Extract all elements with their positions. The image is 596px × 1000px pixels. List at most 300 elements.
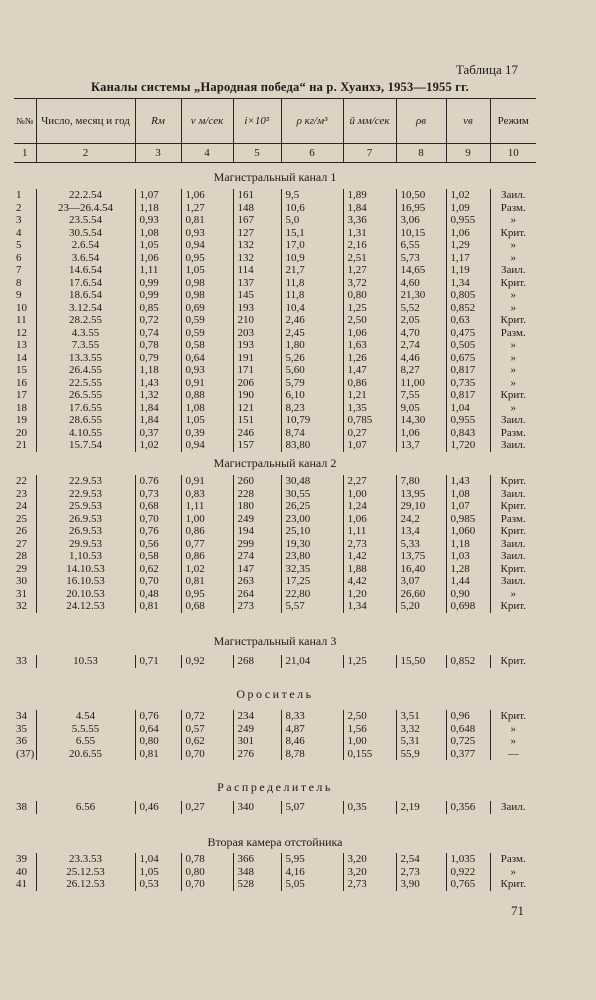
regime-cell: Заил. <box>490 801 536 814</box>
table-cell: 20.10.53 <box>36 588 135 601</box>
table-cell: 0,72 <box>181 710 233 723</box>
table-cell: 366 <box>233 853 281 866</box>
table-cell: 5,31 <box>396 735 446 748</box>
table-cell: 25.12.53 <box>36 866 135 879</box>
table-cell: 15.7.54 <box>36 439 135 452</box>
table-cell: 1,84 <box>343 202 396 215</box>
table-cell: 26,60 <box>396 588 446 601</box>
table-cell: 1,00 <box>343 735 396 748</box>
table-cell: 0,46 <box>135 801 181 814</box>
table-cell: 21,04 <box>281 655 343 668</box>
table-cell: 23—26.4.54 <box>36 202 135 215</box>
table-cell: 0,80 <box>181 866 233 879</box>
table-cell: 10,50 <box>396 189 446 202</box>
regime-cell: Крит. <box>490 389 536 402</box>
table-cell: 1,24 <box>343 500 396 513</box>
table-row <box>14 302 536 315</box>
table-cell: 0.76 <box>135 475 181 488</box>
table-cell: 1,06 <box>446 227 490 240</box>
table-cell: 157 <box>233 439 281 452</box>
table-cell: 0,95 <box>181 588 233 601</box>
table-cell: 5,07 <box>281 801 343 814</box>
col-vv-header: vв <box>446 99 490 144</box>
table-cell: 0,88 <box>181 389 233 402</box>
table-row <box>14 239 536 252</box>
table-cell: 0,96 <box>446 710 490 723</box>
table-cell: 23.5.54 <box>36 214 135 227</box>
regime-cell: » <box>490 214 536 227</box>
table-row <box>14 427 536 440</box>
table-cell: 26.5.55 <box>36 389 135 402</box>
table-cell: 29,10 <box>396 500 446 513</box>
table-cell: 190 <box>233 389 281 402</box>
table-cell: 2,73 <box>343 878 396 891</box>
table-cell: 3,20 <box>343 853 396 866</box>
table-cell: 1,19 <box>446 264 490 277</box>
col-number: 6 <box>281 144 343 163</box>
table-cell: 8,23 <box>281 402 343 415</box>
table-cell: 0,69 <box>181 302 233 315</box>
regime-cell: Заил. <box>490 575 536 588</box>
table-cell: 17.6.54 <box>36 277 135 290</box>
row-number: 3 <box>16 214 22 226</box>
table-cell: 4,46 <box>396 352 446 365</box>
regime-cell: Заил. <box>490 488 536 501</box>
table-cell: 0,68 <box>135 500 181 513</box>
row-number: 17 <box>16 389 27 401</box>
table-cell: 0,68 <box>181 600 233 613</box>
table-cell: 0,356 <box>446 801 490 814</box>
table-cell: 1,34 <box>343 600 396 613</box>
table-cell: 0,35 <box>343 801 396 814</box>
regime-cell: Крит. <box>490 878 536 891</box>
table-cell: 4,70 <box>396 327 446 340</box>
table-cell: 180 <box>233 500 281 513</box>
regime-cell: » <box>490 289 536 302</box>
table-row <box>14 339 536 352</box>
table-row <box>14 214 536 227</box>
table-cell: 26,25 <box>281 500 343 513</box>
table-cell: 2,19 <box>396 801 446 814</box>
table-cell: 1,20 <box>343 588 396 601</box>
table-cell: 1,06 <box>396 427 446 440</box>
regime-cell: Разм. <box>490 853 536 866</box>
section-table <box>14 475 536 613</box>
table-row <box>14 575 536 588</box>
table-cell: 21,7 <box>281 264 343 277</box>
table-cell: 301 <box>233 735 281 748</box>
row-number: 38 <box>16 801 27 813</box>
table-cell: 0,70 <box>181 878 233 891</box>
row-number: 41 <box>16 878 27 890</box>
table-cell: 3,36 <box>343 214 396 227</box>
table-row <box>14 352 536 365</box>
regime-cell: Крит. <box>490 655 536 668</box>
table-cell: 137 <box>233 277 281 290</box>
regime-cell: » <box>490 352 536 365</box>
table-cell: 6,55 <box>396 239 446 252</box>
table-cell: 5,95 <box>281 853 343 866</box>
table-cell: 1,18 <box>135 364 181 377</box>
regime-cell: » <box>490 588 536 601</box>
table-cell: 0,72 <box>135 314 181 327</box>
regime-cell: » <box>490 723 536 736</box>
table-cell: 1,31 <box>343 227 396 240</box>
regime-cell: Разм. <box>490 327 536 340</box>
table-cell: 1,80 <box>281 339 343 352</box>
table-cell: 6,10 <box>281 389 343 402</box>
regime-cell: Заил. <box>490 538 536 551</box>
table-row <box>14 563 536 576</box>
table-cell: 193 <box>233 339 281 352</box>
table-cell: 1,27 <box>181 202 233 215</box>
col-number: 3 <box>135 144 181 163</box>
col-rhov-header: ρв <box>396 99 446 144</box>
table-row <box>14 500 536 513</box>
table-row <box>14 600 536 613</box>
table-cell: 228 <box>233 488 281 501</box>
col-v-header: v м/сек <box>181 99 233 144</box>
table-cell: 151 <box>233 414 281 427</box>
regime-cell: » <box>490 252 536 265</box>
table-cell: 16.10.53 <box>36 575 135 588</box>
table-cell: 0,62 <box>181 735 233 748</box>
table-cell: 6.55 <box>36 735 135 748</box>
col-number: 7 <box>343 144 396 163</box>
table-cell: 0,735 <box>446 377 490 390</box>
regime-cell: » <box>490 364 536 377</box>
table-cell: 260 <box>233 475 281 488</box>
table-cell: 25.9.53 <box>36 500 135 513</box>
table-cell: 30.5.54 <box>36 227 135 240</box>
table-cell: 2,27 <box>343 475 396 488</box>
page-number: 71 <box>511 903 524 918</box>
section-table <box>14 655 536 668</box>
table-cell: 1,02 <box>135 439 181 452</box>
regime-cell: Крит. <box>490 227 536 240</box>
table-cell: 161 <box>233 189 281 202</box>
table-cell: 1,06 <box>343 327 396 340</box>
table-cell: 13.3.55 <box>36 352 135 365</box>
table-cell: 4,60 <box>396 277 446 290</box>
row-number: 40 <box>16 865 27 878</box>
table-cell: 3,20 <box>343 866 396 879</box>
table-cell: 4.3.55 <box>36 327 135 340</box>
table-cell: 127 <box>233 227 281 240</box>
table-row <box>14 513 536 526</box>
row-number: 15 <box>16 364 27 376</box>
table-cell: 2,46 <box>281 314 343 327</box>
table-cell: 13,4 <box>396 525 446 538</box>
table-cell: 1,05 <box>181 414 233 427</box>
table-cell: 0,98 <box>181 289 233 302</box>
table-row <box>14 655 536 668</box>
table-cell: 3,32 <box>396 723 446 736</box>
table-cell: 23.3.53 <box>36 853 135 866</box>
table-cell: 3.12.54 <box>36 302 135 315</box>
row-number: 20 <box>16 426 27 439</box>
table-cell: 10,9 <box>281 252 343 265</box>
table-cell: 0,37 <box>135 427 181 440</box>
table-cell: 1,42 <box>343 550 396 563</box>
table-cell: 121 <box>233 402 281 415</box>
table-cell: 20.6.55 <box>36 748 135 761</box>
regime-cell: Разм. <box>490 202 536 215</box>
table-cell: 14,65 <box>396 264 446 277</box>
table-cell: 1,05 <box>181 264 233 277</box>
table-cell: 0,91 <box>181 377 233 390</box>
table-row <box>14 277 536 290</box>
table-row <box>14 364 536 377</box>
table-cell: 7,80 <box>396 475 446 488</box>
table-cell: 14.6.54 <box>36 264 135 277</box>
regime-cell: Разм. <box>490 513 536 526</box>
table-cell: 263 <box>233 575 281 588</box>
table-cell: 16,40 <box>396 563 446 576</box>
table-cell: 2,73 <box>343 538 396 551</box>
table-cell: 0,81 <box>135 748 181 761</box>
table-cell: 1,89 <box>343 189 396 202</box>
table-cell: 3.6.54 <box>36 252 135 265</box>
table-row <box>14 801 536 814</box>
table-cell: 4,42 <box>343 575 396 588</box>
section-table <box>14 710 536 760</box>
row-number: 27 <box>16 537 27 550</box>
table-cell: 3,90 <box>396 878 446 891</box>
table-cell: 1,06 <box>181 189 233 202</box>
regime-cell: — <box>490 748 536 761</box>
regime-cell: Крит. <box>490 600 536 613</box>
row-number: 10 <box>16 301 27 314</box>
table-cell: 8,78 <box>281 748 343 761</box>
table-cell: 0,81 <box>181 575 233 588</box>
table-cell: 13,7 <box>396 439 446 452</box>
table-row <box>14 202 536 215</box>
table-cell: 1,63 <box>343 339 396 352</box>
row-number: 30 <box>16 575 27 587</box>
table-cell: 14.10.53 <box>36 563 135 576</box>
table-cell: 2,16 <box>343 239 396 252</box>
row-number: 23 <box>16 487 27 500</box>
table-row <box>14 389 536 402</box>
table-row <box>14 252 536 265</box>
col-number: 10 <box>490 144 536 163</box>
table-cell: 2,50 <box>343 314 396 327</box>
table-cell: 3,51 <box>396 710 446 723</box>
table-cell: 1,04 <box>135 853 181 866</box>
table-row <box>14 314 536 327</box>
table-cell: 1,84 <box>135 402 181 415</box>
table-row <box>14 588 536 601</box>
table-cell: 0,91 <box>181 475 233 488</box>
section-table <box>14 801 536 814</box>
table-cell: 171 <box>233 364 281 377</box>
section-title: Распределитель <box>217 780 333 794</box>
table-cell: 1,84 <box>135 414 181 427</box>
table-cell: 0,94 <box>181 239 233 252</box>
table-cell: 1,34 <box>446 277 490 290</box>
table-cell: 7,55 <box>396 389 446 402</box>
table-cell: 0,74 <box>135 327 181 340</box>
section-table <box>14 189 536 452</box>
table-cell: 1,060 <box>446 525 490 538</box>
row-number: 36 <box>16 735 27 747</box>
table-cell: 1,07 <box>343 439 396 452</box>
table-cell: 25,10 <box>281 525 343 538</box>
table-row <box>14 475 536 488</box>
row-number: 18 <box>16 401 27 414</box>
table-cell: 340 <box>233 801 281 814</box>
regime-cell: Заил. <box>490 189 536 202</box>
table-cell: 23,00 <box>281 513 343 526</box>
regime-cell: Заил. <box>490 414 536 427</box>
table-cell: 528 <box>233 878 281 891</box>
table-cell: 1,06 <box>135 252 181 265</box>
table-cell: 10,6 <box>281 202 343 215</box>
table-cell: 24.12.53 <box>36 600 135 613</box>
table-cell: 6.56 <box>36 801 135 814</box>
row-number: 25 <box>16 512 27 525</box>
table-cell: 10,79 <box>281 414 343 427</box>
table-cell: 1,04 <box>446 402 490 415</box>
regime-cell: Заил. <box>490 264 536 277</box>
table-cell: 0,675 <box>446 352 490 365</box>
table-cell: 1,43 <box>135 377 181 390</box>
table-cell: 10,4 <box>281 302 343 315</box>
table-cell: 1,18 <box>135 202 181 215</box>
table-cell: 30,48 <box>281 475 343 488</box>
table-cell: 1,17 <box>446 252 490 265</box>
col-number: 9 <box>446 144 490 163</box>
table-cell: 4.10.55 <box>36 427 135 440</box>
table-row <box>14 439 536 452</box>
table-cell: 9,05 <box>396 402 446 415</box>
col-no-header: №№ <box>14 99 36 144</box>
table-cell: 0,698 <box>446 600 490 613</box>
table-cell: 2,51 <box>343 252 396 265</box>
table-cell: 8,33 <box>281 710 343 723</box>
table-cell: 26.4.55 <box>36 364 135 377</box>
section-title: Магистральный канал 1 <box>213 170 337 184</box>
regime-cell: Заил. <box>490 550 536 563</box>
table-cell: 1,32 <box>135 389 181 402</box>
table-cell: 0,58 <box>181 339 233 352</box>
table-cell: 28.6.55 <box>36 414 135 427</box>
table-cell: 0,86 <box>343 377 396 390</box>
table-cell: 0,99 <box>135 289 181 302</box>
table-cell: 7.3.55 <box>36 339 135 352</box>
table-cell: 191 <box>233 352 281 365</box>
table-cell: 15,1 <box>281 227 343 240</box>
row-number: 11 <box>16 314 27 326</box>
table-cell: 5,73 <box>396 252 446 265</box>
table-cell: 0,92 <box>181 655 233 668</box>
table-cell: 13,95 <box>396 488 446 501</box>
table-cell: 23,80 <box>281 550 343 563</box>
table-cell: 0,53 <box>135 878 181 891</box>
table-cell: 1,07 <box>135 189 181 202</box>
table-cell: 55,9 <box>396 748 446 761</box>
table-cell: 2,45 <box>281 327 343 340</box>
table-cell: 1,07 <box>446 500 490 513</box>
table-cell: 0,805 <box>446 289 490 302</box>
table-cell: 0,57 <box>181 723 233 736</box>
table-cell: 0,70 <box>181 748 233 761</box>
table-cell: 1,00 <box>181 513 233 526</box>
table-cell: 22,80 <box>281 588 343 601</box>
table-cell: 0,93 <box>135 214 181 227</box>
table-cell: 11,8 <box>281 277 343 290</box>
table-cell: 5,60 <box>281 364 343 377</box>
table-cell: 0,843 <box>446 427 490 440</box>
table-cell: 1,09 <box>446 202 490 215</box>
table-row <box>14 402 536 415</box>
table-cell: 5,0 <box>281 214 343 227</box>
table-cell: 15,50 <box>396 655 446 668</box>
table-cell: 32,35 <box>281 563 343 576</box>
table-cell: 3,06 <box>396 214 446 227</box>
table-cell: 0,86 <box>181 525 233 538</box>
table-cell: 0,56 <box>135 538 181 551</box>
table-row <box>14 853 536 866</box>
table-row <box>14 538 536 551</box>
table-cell: 0,83 <box>181 488 233 501</box>
table-cell: 0,852 <box>446 655 490 668</box>
table-cell: 0,98 <box>181 277 233 290</box>
row-number: 4 <box>16 226 22 239</box>
table-cell: 1,25 <box>343 302 396 315</box>
table-caption: Каналы системы „Народная победа“ на р. Хуанхэ, 1953—1955 гг. <box>91 80 469 94</box>
table-cell: 1,43 <box>446 475 490 488</box>
regime-cell: Крит. <box>490 525 536 538</box>
table-cell: 2,05 <box>396 314 446 327</box>
table-cell: 5,20 <box>396 600 446 613</box>
table-row <box>14 264 536 277</box>
table-cell: 3,72 <box>343 277 396 290</box>
row-number: 21 <box>16 439 27 451</box>
table-cell: 0,81 <box>181 214 233 227</box>
table-cell: 0,80 <box>135 735 181 748</box>
table-cell: 0,475 <box>446 327 490 340</box>
table-cell: 0,377 <box>446 748 490 761</box>
table-cell: 17.6.55 <box>36 402 135 415</box>
section-title: Вторая камера отстойника <box>207 835 343 849</box>
row-number: 31 <box>16 587 27 600</box>
table-cell: 0,70 <box>135 575 181 588</box>
regime-cell: Разм. <box>490 427 536 440</box>
table-cell: 0,62 <box>135 563 181 576</box>
table-row <box>14 748 536 761</box>
col-number: 4 <box>181 144 233 163</box>
row-number: 12 <box>16 326 27 339</box>
table-cell: 0,81 <box>135 600 181 613</box>
table-cell: 167 <box>233 214 281 227</box>
col-number: 8 <box>396 144 446 163</box>
section-title: Магистральный канал 2 <box>213 456 337 470</box>
table-cell: 0,93 <box>181 227 233 240</box>
table-cell: 0,785 <box>343 414 396 427</box>
table-cell: 1,05 <box>135 866 181 879</box>
table-cell: 0,852 <box>446 302 490 315</box>
table-cell: 19,30 <box>281 538 343 551</box>
table-row <box>14 227 536 240</box>
table-cell: 1,28 <box>446 563 490 576</box>
table-cell: 1,08 <box>135 227 181 240</box>
row-number: 2 <box>16 201 22 214</box>
regime-cell: » <box>490 377 536 390</box>
table-cell: 0,77 <box>181 538 233 551</box>
table-cell: 1,11 <box>181 500 233 513</box>
